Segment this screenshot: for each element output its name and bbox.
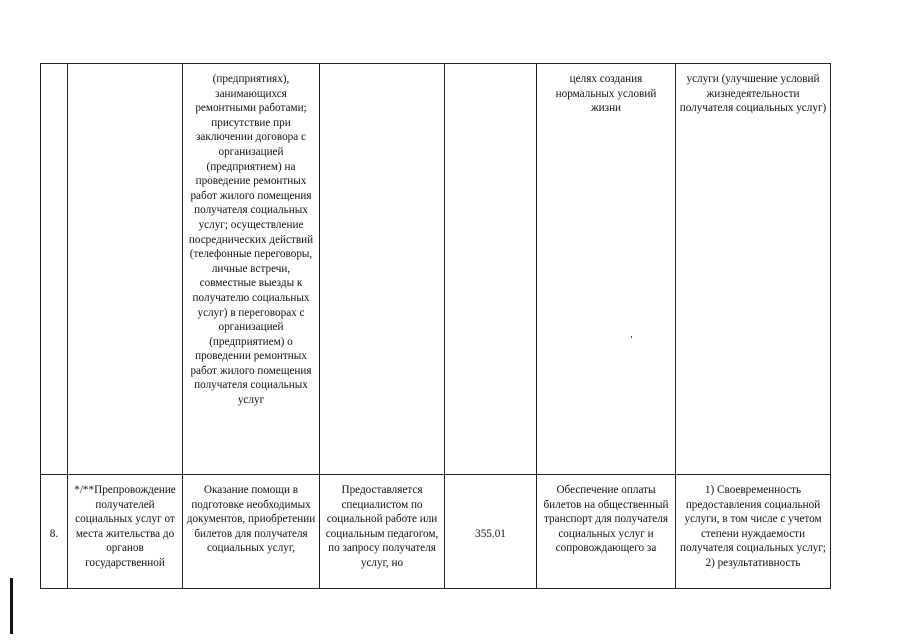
cell-number [41, 64, 68, 475]
cell-service-volume [537, 64, 676, 475]
service-volume-text: Обеспечение оплаты билетов на общественный транспорт для получателя социальных услуг и сопровождающего за [543, 484, 669, 555]
service-term-text: Предоставляется специалистом по социальной работе или социальным педагогом, по запросу получателя услуг, но [325, 484, 439, 569]
service-content-text: (предприятиях), занимающихся ремонтными работами; присутствие при заключении договора с организацией (предприятием) на проведение ремонтных работ жилого помещения получателя социальных услуг; осуществление посреднических действий (телефонные переговоры, личные встречи, совместные выезды к получателю социальных услуг) в переговорах с организацией (предприятием) о проведении ремонтных работ жилого помещения получателя социальных услуг [188, 73, 314, 407]
table-row-8 [41, 475, 831, 589]
service-content-text: Оказание помощи в подготовке необходимых документов, приобретении билетов для получателя социальных услуг, [186, 484, 316, 555]
service-quality-text: 1) Своевременность предоставления социальной услуги, в том числе с учетом степени нуждаемости получателя социальных услуг; 2) результативность [680, 484, 826, 569]
cell-service-name [68, 64, 183, 475]
cell-service-term [320, 64, 445, 475]
cell-service-term [320, 475, 445, 589]
cell-service-price: 355.01 [445, 475, 537, 589]
service-volume-text: целях создания нормальных условий жизни [555, 73, 657, 115]
service-quality-text: услуги (улучшение условий жизнедеятельности получателя социальных услуг) [679, 73, 827, 115]
services-table [40, 63, 831, 589]
table-row-continued [41, 64, 831, 475]
service-name-text: */**Препровождение получателей социальных услуг от места жительства до органов государственной [74, 484, 176, 569]
cell-service-price [445, 64, 537, 475]
cell-service-quality [676, 475, 831, 589]
scan-speck [631, 336, 632, 338]
cell-service-quality [676, 64, 831, 475]
cell-number: 8. [41, 475, 68, 589]
scan-edge-bar [10, 578, 13, 634]
cell-service-content [183, 475, 320, 589]
cell-service-name [68, 475, 183, 589]
cell-service-volume [537, 475, 676, 589]
cell-service-content [183, 64, 320, 475]
